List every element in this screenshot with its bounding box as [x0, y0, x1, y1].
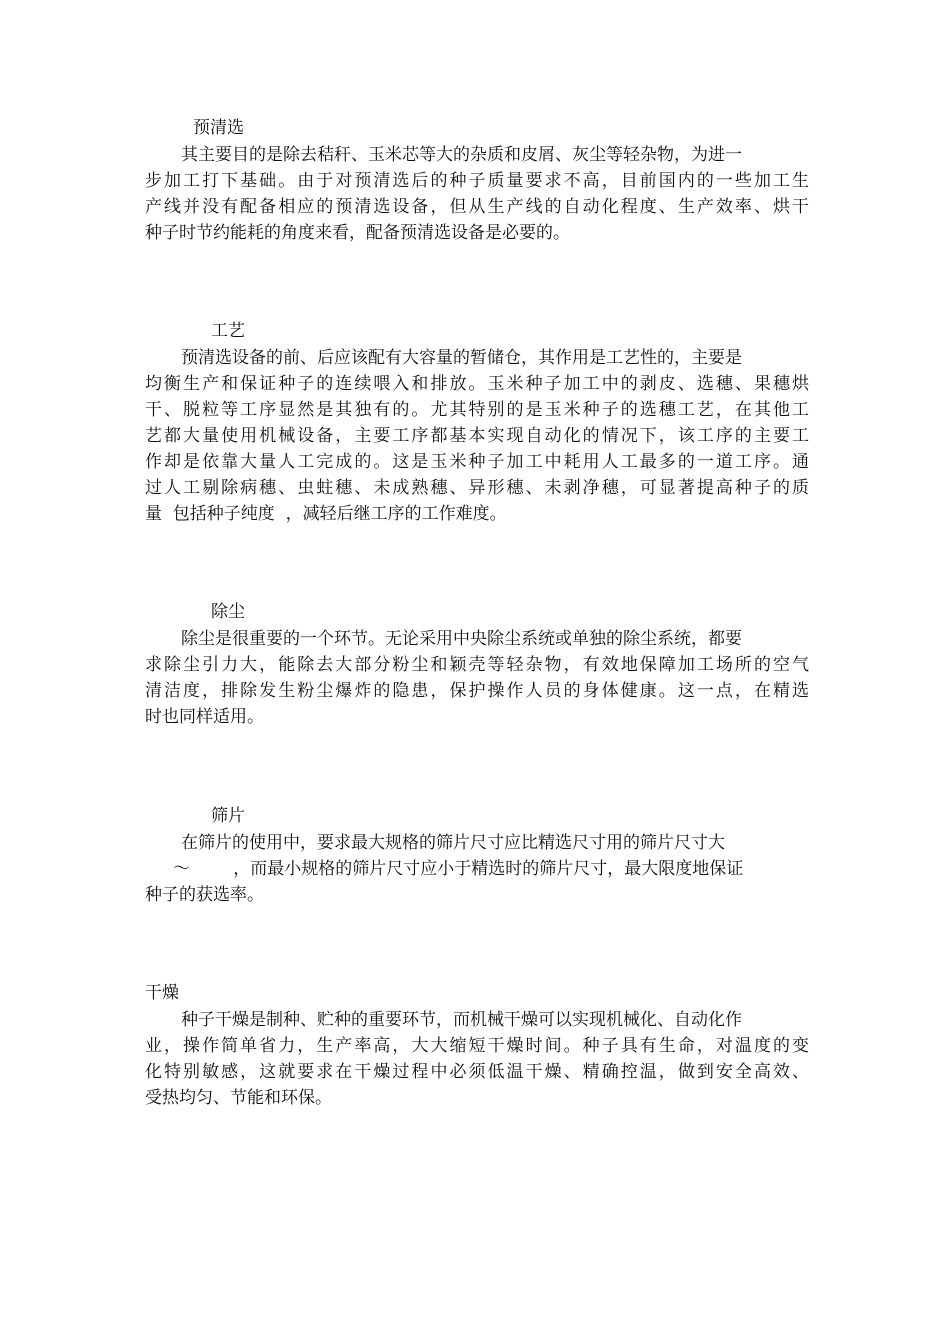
section-heading: 干燥 — [145, 983, 179, 1003]
section-heading: 工艺 — [211, 321, 245, 341]
paragraph-line: 求除尘引力大，能除去大部分粉尘和颖壳等轻杂物，有效地保障加工场所的空气 — [145, 655, 809, 675]
paragraph-line: 在筛片的使用中，要求最大规格的筛片尺寸应比精选尺寸用的筛片尺寸大 — [181, 833, 725, 853]
section-pre-cleaning — [145, 114, 809, 246]
section-heading: 筛片 — [211, 806, 245, 826]
paragraph-line: 种子时节约能耗的角度来看，配备预清选设备是必要的。 — [145, 223, 570, 243]
paragraph-line: 量 包括种子纯度 ，减轻后继工序的工作难度。 — [145, 504, 507, 524]
paragraph — [145, 345, 809, 527]
paragraph-line: 干、脱粒等工序显然是其独有的。尤其特别的是玉米种子的选穗工艺，在其他工 — [145, 400, 809, 420]
section-dust-removal — [145, 598, 809, 730]
paragraph-line: 除尘是很重要的一个环节。无论采用中央除尘系统或单独的除尘系统，都要 — [181, 629, 742, 649]
paragraph-line: 均衡生产和保证种子的连续喂入和排放。玉米种子加工中的剥皮、选穗、果穗烘 — [145, 374, 809, 394]
paragraph-line: 时也同样适用。 — [145, 707, 264, 727]
paragraph-line: 种子干燥是制种、贮种的重要环节，而机械干燥可以实现机械化、自动化作 — [181, 1010, 742, 1030]
paragraph-line: 清洁度，排除发生粉尘爆炸的隐患，保护操作人员的身体健康。这一点，在精选 — [145, 681, 809, 701]
paragraph — [145, 142, 809, 246]
section-screen — [145, 802, 809, 908]
paragraph-line: 预清选设备的前、后应该配有大容量的暂储仓，其作用是工艺性的，主要是 — [181, 348, 742, 368]
paragraph-line: ～ ，而最小规格的筛片尺寸应小于精选时的筛片尺寸，最大限度地保证 — [173, 859, 744, 879]
paragraph-line: 种子的获选率。 — [145, 885, 264, 905]
paragraph-line: 作却是依靠大量人工完成的。这是玉米种子加工中耗用人工最多的一道工序。通 — [145, 452, 809, 472]
paragraph-line: 其主要目的是除去秸秆、玉米芯等大的杂质和皮屑、灰尘等轻杂物，为进一 — [181, 145, 742, 165]
paragraph-line: 艺都大量使用机械设备，主要工序都基本实现自动化的情况下，该工序的主要工 — [145, 426, 809, 446]
paragraph-line: 过人工剔除病穗、虫蛀穗、未成熟穗、异形穗、未剥净穗，可显著提高种子的质 — [145, 478, 809, 498]
paragraph-line: 业，操作简单省力，生产率高，大大缩短干燥时间。种子具有生命，对温度的变 — [145, 1036, 809, 1056]
section-drying — [145, 979, 809, 1111]
section-heading: 预清选 — [193, 118, 244, 138]
paragraph-line: 化特别敏感，这就要求在干燥过程中必须低温干燥、精确控温，做到安全高效、 — [145, 1062, 809, 1082]
paragraph-line: 步加工打下基础。由于对预清选后的种子质量要求不高，目前国内的一些加工生 — [145, 171, 809, 191]
paragraph — [145, 626, 809, 730]
section-process — [145, 317, 809, 527]
paragraph-line: 受热均匀、节能和环保。 — [145, 1088, 332, 1108]
section-heading: 除尘 — [211, 602, 245, 622]
paragraph — [145, 830, 809, 908]
paragraph — [145, 1007, 809, 1111]
paragraph-line: 产线并没有配备相应的预清选设备，但从生产线的自动化程度、生产效率、烘干 — [145, 197, 809, 217]
